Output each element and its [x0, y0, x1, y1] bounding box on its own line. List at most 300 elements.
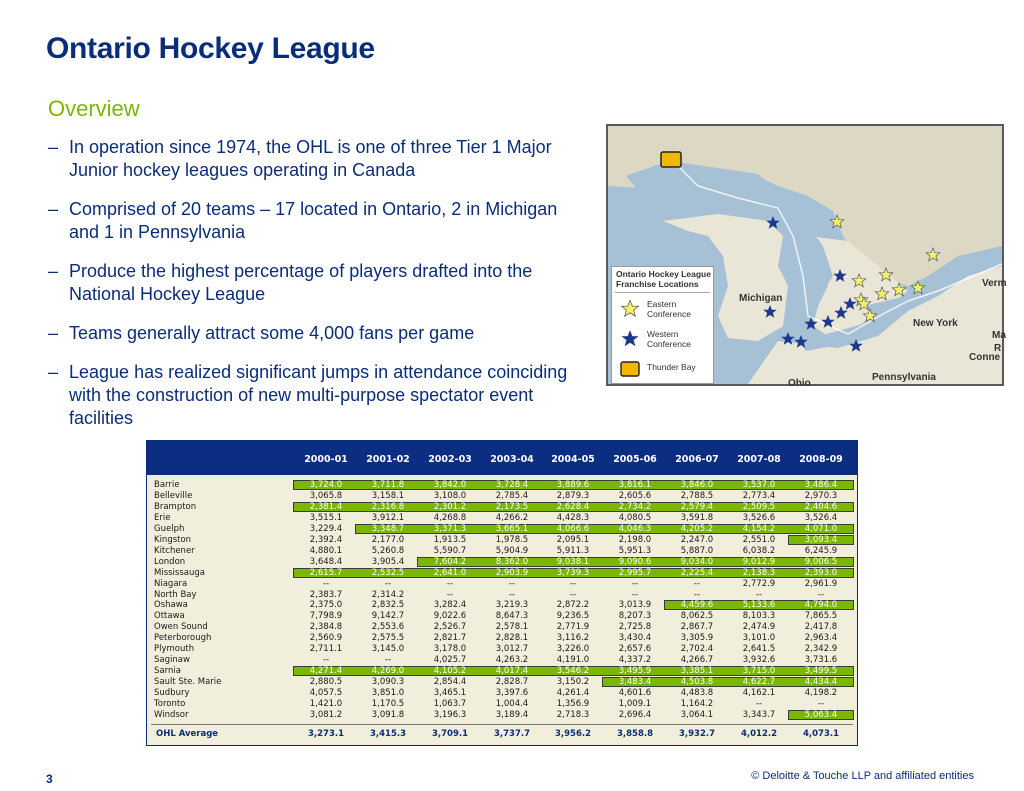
average-cell: 4,012.2	[740, 728, 778, 739]
attendance-cell: 2,872.2	[556, 600, 590, 611]
attendance-cell: 3,648.4	[309, 556, 343, 567]
attendance-cell: 3,724.0	[309, 480, 343, 490]
attendance-cell: 3,385.1	[680, 666, 714, 677]
attendance-cell: 2,383.7	[309, 589, 343, 600]
attendance-cell: 7,798.9	[309, 611, 343, 622]
eastern-star-icon	[863, 309, 877, 322]
average-cell: 4,073.1	[802, 728, 840, 739]
attendance-cell: 3,093.4	[804, 534, 838, 545]
attendance-cell: 2,579.4	[680, 501, 714, 512]
bullet-dash: –	[48, 362, 59, 382]
attendance-cell: 2,375.0	[309, 600, 343, 611]
table-row	[147, 644, 857, 655]
average-label: OHL Average	[156, 728, 219, 739]
average-row	[147, 729, 857, 740]
attendance-cell: 3,229.4	[309, 523, 343, 534]
attendance-cell: 4,337.2	[618, 655, 652, 666]
map-label-michigan: Michigan	[739, 293, 783, 304]
bullet-dash: –	[48, 323, 59, 343]
attendance-cell: 3,846.0	[680, 480, 714, 490]
table-header	[147, 441, 857, 475]
table-row	[147, 590, 857, 601]
attendance-cell: 3,282.4	[433, 600, 467, 611]
attendance-cell: 4,271.4	[309, 666, 343, 677]
table-row	[147, 502, 857, 513]
attendance-cell: 2,696.4	[618, 709, 652, 720]
map-label-rhode-island: R	[994, 343, 1002, 354]
attendance-cell: 2,578.1	[495, 622, 529, 633]
attendance-cell: 2,301.2	[433, 501, 467, 512]
attendance-cell: 3,731.6	[804, 655, 838, 666]
attendance-cell: 4,198.2	[804, 688, 838, 699]
attendance-cell: 2,832.5	[371, 600, 405, 611]
attendance-cell: --	[569, 578, 577, 589]
attendance-cell: 9,236.5	[556, 611, 590, 622]
attendance-cell: 1,009.1	[618, 699, 652, 709]
attendance-cell: 4,162.1	[742, 688, 776, 699]
attendance-cell: 4,025.7	[433, 655, 467, 666]
attendance-cell: 3,013.9	[618, 600, 652, 611]
team-name: Kingston	[154, 534, 192, 545]
team-name: Niagara	[154, 578, 188, 589]
legend-item-western	[612, 327, 713, 351]
attendance-cell: 3,158.1	[371, 490, 405, 501]
eastern-star-icon	[892, 283, 906, 296]
attendance-cell: 2,879.3	[556, 490, 590, 501]
attendance-cell: 5,911.3	[556, 545, 590, 556]
attendance-cell: 2,995.7	[618, 567, 652, 578]
table-row	[147, 579, 857, 590]
attendance-cell: 3,526.6	[742, 512, 776, 523]
attendance-cell: --	[322, 578, 330, 589]
attendance-cell: 5,133.6	[742, 600, 776, 611]
footer-copyright: © Deloitte & Touche LLP and affiliated entities	[751, 770, 974, 782]
attendance-cell: --	[569, 589, 577, 600]
western-star-icon	[821, 315, 835, 328]
map-label-connecticut: Conne	[969, 352, 1001, 363]
average-cell: 3,956.2	[554, 728, 592, 739]
legend-title: Ontario Hockey League Franchise Locations	[616, 269, 711, 289]
attendance-cell: 3,851.0	[371, 688, 405, 699]
western-star-icon	[766, 216, 780, 229]
attendance-cell: --	[693, 589, 701, 600]
attendance-cell: 3,150.2	[556, 677, 590, 688]
attendance-cell: 4,154.2	[742, 523, 776, 534]
eastern-star-icon	[830, 215, 844, 228]
attendance-cell: 3,711.8	[371, 480, 405, 490]
attendance-cell: 2,605.6	[618, 490, 652, 501]
table-row	[147, 491, 857, 502]
attendance-cell: --	[508, 589, 516, 600]
table-row	[147, 655, 857, 666]
column-header: 2002-03	[428, 454, 472, 465]
legend-label: Eastern Conference	[647, 299, 691, 319]
bullet-item	[48, 361, 588, 430]
attendance-cell: 8,647.3	[495, 611, 529, 622]
attendance-cell: 3,145.0	[371, 644, 405, 655]
attendance-cell: 3,081.2	[309, 709, 343, 720]
column-header: 2003-04	[490, 454, 534, 465]
attendance-cell: 2,553.6	[371, 622, 405, 633]
average-cell: 3,932.7	[678, 728, 716, 739]
table-row	[147, 600, 857, 611]
attendance-cell: 8,207.3	[618, 611, 652, 622]
legend-label: Thunder Bay	[647, 362, 696, 372]
attendance-cell: 2,474.9	[742, 622, 776, 633]
attendance-cell: --	[384, 578, 392, 589]
attendance-cell: 1,356.9	[556, 699, 590, 709]
attendance-cell: 3,091.8	[371, 709, 405, 720]
attendance-cell: 4,428.3	[556, 512, 590, 523]
attendance-cell: 2,509.5	[742, 501, 776, 512]
attendance-cell: 4,266.7	[680, 655, 714, 666]
average-divider	[151, 724, 853, 725]
average-cell: 3,709.1	[431, 728, 469, 739]
attendance-cell: 2,702.4	[680, 644, 714, 655]
team-name: North Bay	[154, 589, 197, 600]
table-row	[147, 480, 857, 491]
attendance-cell: 3,397.6	[495, 688, 529, 699]
team-name: Owen Sound	[154, 622, 208, 633]
attendance-cell: 2,828.1	[495, 633, 529, 644]
attendance-cell: 9,142.7	[371, 611, 405, 622]
western-star-icon	[781, 332, 795, 345]
attendance-cell: 3,101.0	[742, 633, 776, 644]
team-name: Mississauga	[154, 567, 205, 578]
attendance-cell: 4,066.6	[556, 523, 590, 534]
attendance-cell: 3,483.4	[618, 677, 652, 688]
attendance-cell: 2,961.9	[804, 578, 838, 589]
eastern-star-icon	[879, 268, 893, 281]
attendance-cell: 2,560.9	[309, 633, 343, 644]
attendance-cell: 2,526.7	[433, 622, 467, 633]
attendance-cell: 4,191.0	[556, 655, 590, 666]
map-label-pennsylvania: Pennsylvania	[872, 372, 936, 383]
table-row	[147, 557, 857, 568]
average-cell: 3,273.1	[307, 728, 345, 739]
table-row	[147, 611, 857, 622]
team-name: Brampton	[154, 501, 197, 512]
page-title: Ontario Hockey League	[46, 32, 375, 65]
attendance-cell: --	[817, 699, 825, 709]
bullet-item	[48, 260, 588, 306]
attendance-cell: 2,641.5	[742, 644, 776, 655]
legend-item-thunder-bay	[612, 357, 713, 381]
attendance-cell: --	[755, 589, 763, 600]
attendance-cell: 3,348.7	[371, 523, 405, 534]
attendance-cell: 2,772.9	[742, 578, 776, 589]
attendance-cell: 8,362.0	[495, 556, 529, 567]
blue-star-icon	[620, 329, 640, 349]
column-header: 2006-07	[675, 454, 719, 465]
attendance-cell: 5,260.8	[371, 545, 405, 556]
eastern-star-icon	[926, 248, 940, 261]
attendance-cell: 4,266.2	[495, 512, 529, 523]
team-name: Belleville	[154, 490, 193, 501]
attendance-cell: 2,628.4	[556, 501, 590, 512]
western-star-icon	[763, 305, 777, 318]
table-row	[147, 568, 857, 579]
attendance-cell: 3,912.1	[371, 512, 405, 523]
attendance-cell: 1,164.2	[680, 699, 714, 709]
team-name: Toronto	[154, 699, 186, 709]
attendance-cell: 3,526.4	[804, 512, 838, 523]
attendance-cell: 6,245.9	[804, 545, 838, 556]
attendance-cell: 4,263.2	[495, 655, 529, 666]
attendance-cell: 9,006.5	[804, 556, 838, 567]
table-row	[147, 513, 857, 524]
map-label-vermont: Verm	[982, 278, 1007, 289]
bullet-text: In operation since 1974, the OHL is one of three Tier 1 Major Junior hockey leagues operating in Canada	[69, 137, 552, 180]
attendance-cell: 2,225.4	[680, 567, 714, 578]
attendance-cell: 3,537.0	[742, 480, 776, 490]
attendance-cell: 5,063.4	[804, 709, 838, 720]
column-header: 2007-08	[737, 454, 781, 465]
bullet-item	[48, 322, 588, 345]
team-name: Guelph	[154, 523, 185, 534]
attendance-cell: 2,173.5	[495, 501, 529, 512]
eastern-star-icon	[911, 281, 925, 294]
attendance-cell: 2,963.4	[804, 633, 838, 644]
team-name: Windsor	[154, 709, 189, 720]
attendance-cell: 5,951.3	[618, 545, 652, 556]
attendance-cell: 2,734.2	[618, 501, 652, 512]
attendance-cell: --	[755, 699, 763, 709]
average-cell: 3,737.7	[493, 728, 531, 739]
column-header: 2008-09	[799, 454, 843, 465]
team-name: Ottawa	[154, 611, 185, 622]
attendance-cell: 3,739.3	[556, 567, 590, 578]
attendance-cell: 3,515.1	[309, 512, 343, 523]
attendance-cell: 3,371.3	[433, 523, 467, 534]
eastern-star-icon	[852, 274, 866, 287]
attendance-cell: 4,503.8	[680, 677, 714, 688]
attendance-cell: --	[631, 589, 639, 600]
western-star-icon	[833, 269, 847, 282]
attendance-cell: 3,305.9	[680, 633, 714, 644]
attendance-cell: 4,261.4	[556, 688, 590, 699]
attendance-cell: 2,247.0	[680, 534, 714, 545]
attendance-cell: 4,794.0	[804, 600, 838, 611]
attendance-cell: 2,615.7	[309, 567, 343, 578]
attendance-cell: 3,343.7	[742, 709, 776, 720]
attendance-cell: 4,459.6	[680, 600, 714, 611]
map-legend	[611, 266, 714, 384]
attendance-cell: 4,105.2	[433, 666, 467, 677]
western-star-icon	[843, 297, 857, 310]
attendance-cell: 3,226.0	[556, 644, 590, 655]
team-name: Barrie	[154, 480, 180, 490]
table-row	[147, 546, 857, 557]
table-row	[147, 699, 857, 710]
attendance-cell: 9,022.6	[433, 611, 467, 622]
attendance-cell: 4,483.8	[680, 688, 714, 699]
attendance-cell: 1,978.5	[495, 534, 529, 545]
bullet-text: Comprised of 20 teams – 17 located in Ontario, 2 in Michigan and 1 in Pennsylvania	[69, 199, 558, 242]
average-cell: 3,415.3	[369, 728, 407, 739]
western-star-icon	[849, 339, 863, 352]
attendance-cell: 3,591.8	[680, 512, 714, 523]
overview-bullet-list	[48, 136, 588, 446]
attendance-cell: 4,269.0	[371, 666, 405, 677]
eastern-star-icon	[875, 287, 889, 300]
attendance-cell: 3,665.1	[495, 523, 529, 534]
attendance-cell: 1,063.7	[433, 699, 467, 709]
attendance-cell: 3,065.8	[309, 490, 343, 501]
orange-square-icon	[620, 359, 640, 379]
attendance-cell: 3,728.4	[495, 480, 529, 490]
attendance-cell: --	[384, 655, 392, 666]
attendance-cell: 4,046.3	[618, 523, 652, 534]
attendance-cell: 2,551.0	[742, 534, 776, 545]
attendance-cell: --	[322, 655, 330, 666]
attendance-cell: 4,205.2	[680, 523, 714, 534]
attendance-cell: 4,601.6	[618, 688, 652, 699]
attendance-cell: 2,657.6	[618, 644, 652, 655]
attendance-cell: 2,771.9	[556, 622, 590, 633]
attendance-cell: 7,865.5	[804, 611, 838, 622]
attendance-cell: --	[693, 578, 701, 589]
attendance-cell: 4,268.8	[433, 512, 467, 523]
team-name: Peterborough	[154, 633, 212, 644]
attendance-cell: 2,532.5	[371, 567, 405, 578]
page-number: 3	[46, 772, 53, 786]
attendance-cell: 5,590.7	[433, 545, 467, 556]
table-row	[147, 535, 857, 546]
map-label-new-york: New York	[913, 318, 958, 329]
team-name: Erie	[154, 512, 171, 523]
attendance-cell: 3,430.4	[618, 633, 652, 644]
legend-divider	[615, 292, 710, 293]
attendance-cell: 1,004.4	[495, 699, 529, 709]
team-name: Sault Ste. Marie	[154, 677, 222, 688]
attendance-cell: 5,904.9	[495, 545, 529, 556]
attendance-cell: 3,889.6	[556, 480, 590, 490]
attendance-cell: 2,788.5	[680, 490, 714, 501]
bullet-text: Produce the highest percentage of players drafted into the National Hockey League	[69, 261, 533, 304]
attendance-cell: 2,880.5	[309, 677, 343, 688]
attendance-cell: 3,499.5	[804, 666, 838, 677]
attendance-cell: 2,828.7	[495, 677, 529, 688]
table-row	[147, 524, 857, 535]
table-row	[147, 666, 857, 677]
attendance-cell: 2,711.1	[309, 644, 343, 655]
team-name: Sudbury	[154, 688, 190, 699]
bullet-item	[48, 136, 588, 182]
attendance-cell: 3,932.6	[742, 655, 776, 666]
attendance-cell: 1,170.5	[371, 699, 405, 709]
attendance-cell: 5,887.0	[680, 545, 714, 556]
attendance-cell: 2,384.8	[309, 622, 343, 633]
attendance-cell: --	[817, 589, 825, 600]
attendance-cell: 2,641.0	[433, 567, 467, 578]
attendance-cell: 2,867.7	[680, 622, 714, 633]
attendance-cell: 3,219.3	[495, 600, 529, 611]
attendance-cell: 2,725.8	[618, 622, 652, 633]
bullet-text: Teams generally attract some 4,000 fans per game	[69, 323, 475, 343]
attendance-cell: 3,465.1	[433, 688, 467, 699]
average-cell: 3,858.8	[616, 728, 654, 739]
attendance-cell: 4,622.7	[742, 677, 776, 688]
team-name: Plymouth	[154, 644, 195, 655]
map-label-ohio: Ohio	[788, 378, 811, 389]
attendance-cell: 2,392.4	[309, 534, 343, 545]
table-row	[147, 633, 857, 644]
map-label-massachusetts: Ma	[992, 330, 1006, 341]
attendance-cell: --	[446, 578, 454, 589]
attendance-cell: 2,138.3	[742, 567, 776, 578]
attendance-cell: 9,012.9	[742, 556, 776, 567]
attendance-cell: 8,103.3	[742, 611, 776, 622]
attendance-cell: 3,116.2	[556, 633, 590, 644]
attendance-cell: 2,393.0	[804, 567, 838, 578]
column-header: 2004-05	[551, 454, 595, 465]
attendance-cell: 3,715.0	[742, 666, 776, 677]
attendance-cell: 4,071.0	[804, 523, 838, 534]
attendance-cell: 2,417.8	[804, 622, 838, 633]
attendance-cell: 2,821.7	[433, 633, 467, 644]
attendance-cell: 3,816.1	[618, 480, 652, 490]
bullet-item	[48, 198, 588, 244]
legend-item-eastern	[612, 297, 713, 321]
attendance-cell: 2,381.4	[309, 501, 343, 512]
attendance-cell: 3,064.1	[680, 709, 714, 720]
yellow-star-icon	[620, 299, 640, 319]
attendance-cell: 2,575.5	[371, 633, 405, 644]
attendance-cell: 2,785.4	[495, 490, 529, 501]
attendance-cell: 2,404.6	[804, 501, 838, 512]
attendance-cell: 2,095.1	[556, 534, 590, 545]
attendance-cell: 4,880.1	[309, 545, 343, 556]
attendance-cell: 3,196.3	[433, 709, 467, 720]
table-row	[147, 688, 857, 699]
attendance-cell: 2,773.4	[742, 490, 776, 501]
attendance-cell: 2,854.4	[433, 677, 467, 688]
attendance-cell: 3,495.9	[618, 666, 652, 677]
legend-label: Western Conference	[647, 329, 691, 349]
team-name: Sarnia	[154, 666, 181, 677]
team-name: London	[154, 556, 186, 567]
section-subtitle: Overview	[48, 96, 140, 121]
western-star-icon	[794, 335, 808, 348]
attendance-cell: --	[508, 578, 516, 589]
attendance-cell: 2,903.9	[495, 567, 529, 578]
attendance-cell: 3,486.4	[804, 480, 838, 490]
table-row	[147, 677, 857, 688]
attendance-cell: 2,316.8	[371, 501, 405, 512]
western-star-icon	[804, 317, 818, 330]
team-name: Saginaw	[154, 655, 190, 666]
attendance-cell: 2,198.0	[618, 534, 652, 545]
attendance-cell: 1,913.5	[433, 534, 467, 545]
attendance-table	[146, 440, 858, 746]
attendance-cell: 8,062.5	[680, 611, 714, 622]
attendance-cell: 3,842.0	[433, 480, 467, 490]
table-row	[147, 622, 857, 633]
attendance-cell: 3,108.0	[433, 490, 467, 501]
attendance-cell: 2,314.2	[371, 589, 405, 600]
bullet-text: League has realized significant jumps in attendance coinciding with the construction of new multi-purpose spectator event facilities	[69, 362, 568, 428]
attendance-cell: 4,434.4	[804, 677, 838, 688]
attendance-cell: 2,970.3	[804, 490, 838, 501]
team-name: Oshawa	[154, 600, 188, 611]
attendance-cell: --	[446, 589, 454, 600]
western-star-icon	[834, 306, 848, 319]
column-header: 2005-06	[613, 454, 657, 465]
attendance-cell: 9,038.1	[556, 556, 590, 567]
attendance-cell: --	[631, 578, 639, 589]
attendance-cell: 6,038.2	[742, 545, 776, 556]
